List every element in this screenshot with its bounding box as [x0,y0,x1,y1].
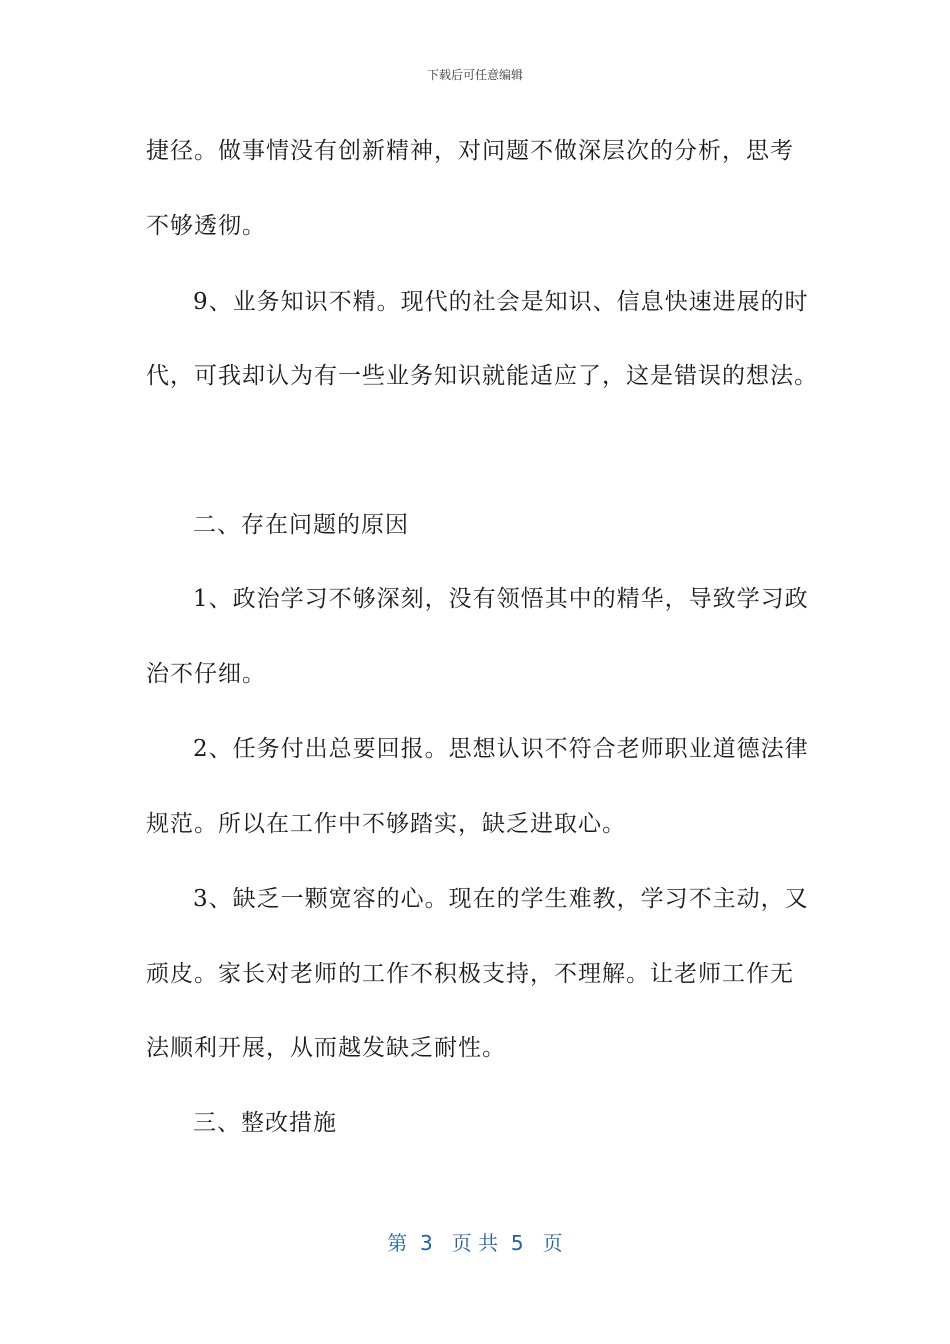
text-line: 治不仔细。 [146,661,266,687]
text-line: 2、任务付出总要回报。思想认识不符合老师职业道德法律 [193,736,809,762]
text-line: 1、政治学习不够深刻，没有领悟其中的精华，导致学习政 [193,586,809,612]
text-line: 法顺利开展，从而越发缺乏耐性。 [146,1035,506,1061]
section-heading: 二、存在问题的原因 [193,512,409,538]
text-line: 顽皮。家长对老师的工作不积极支持，不理解。让老师工作无 [146,961,794,987]
page-number-footer: 第 3 页 共 5 页 [387,1231,563,1255]
text-line: 9、业务知识不精。现代的社会是知识、信息快速进展的时 [193,289,809,315]
text-line: 规范。所以在工作中不够踏实，缺乏进取心。 [146,811,626,837]
text-line: 捷径。做事情没有创新精神，对问题不做深层次的分析，思考 [146,138,794,164]
text-line: 不够透彻。 [146,213,266,239]
page-header-note: 下载后可任意编辑 [426,68,523,82]
text-line: 代，可我却认为有一些业务知识就能适应了，这是错误的想法。 [146,363,818,389]
text-line: 3、缺乏一颗宽容的心。现在的学生难教，学习不主动，又 [193,886,809,912]
section-heading: 三、整改措施 [193,1110,337,1136]
